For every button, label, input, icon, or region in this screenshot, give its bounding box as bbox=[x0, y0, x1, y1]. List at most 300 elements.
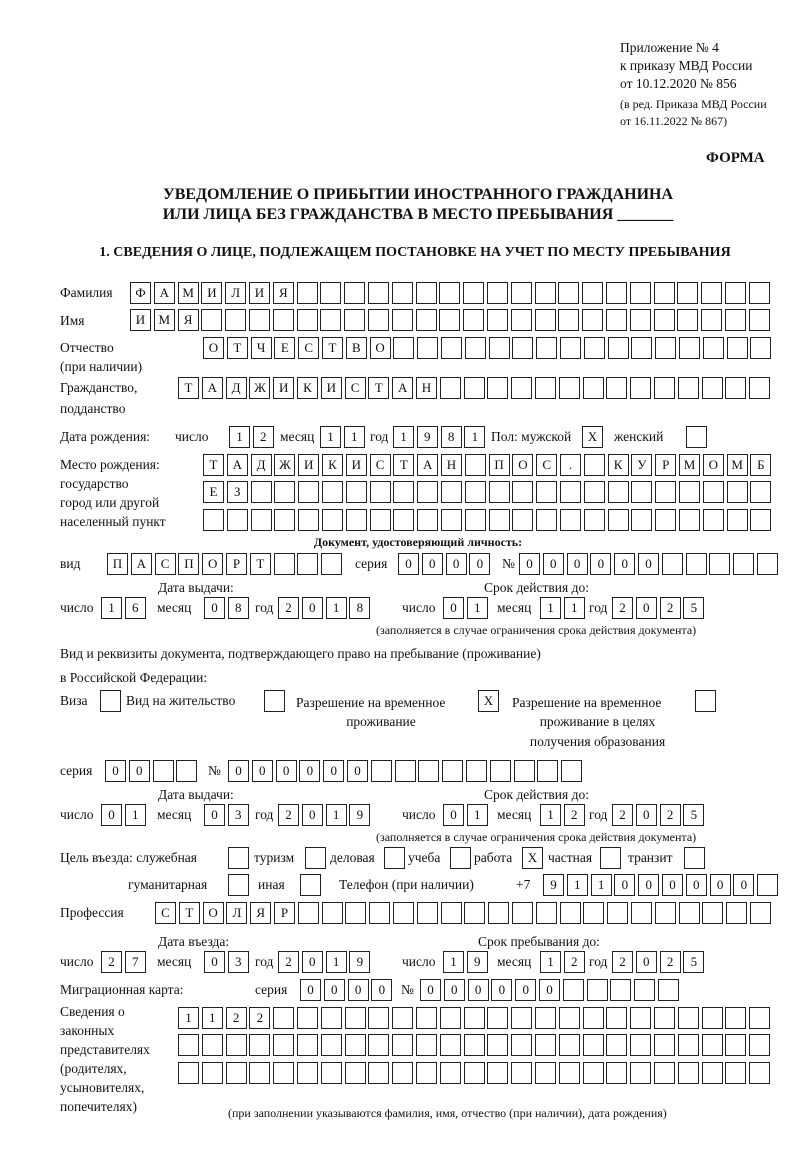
cell[interactable] bbox=[703, 481, 724, 503]
cell[interactable] bbox=[630, 1007, 651, 1029]
cell[interactable] bbox=[441, 337, 462, 359]
cell[interactable]: 1 bbox=[202, 1007, 223, 1029]
cell[interactable] bbox=[750, 337, 771, 359]
cell[interactable] bbox=[559, 1007, 580, 1029]
cell[interactable]: 1 bbox=[320, 426, 341, 448]
cell[interactable]: 9 bbox=[349, 951, 370, 973]
cell[interactable] bbox=[464, 902, 485, 924]
cell[interactable]: С bbox=[370, 454, 391, 476]
cell[interactable]: 7 bbox=[125, 951, 146, 973]
cell[interactable]: 2 bbox=[101, 951, 122, 973]
cell[interactable]: 0 bbox=[614, 553, 635, 575]
cell[interactable]: Б bbox=[750, 454, 771, 476]
cell[interactable]: А bbox=[227, 454, 248, 476]
cell[interactable]: 1 bbox=[464, 426, 485, 448]
cell[interactable]: 0 bbox=[302, 597, 323, 619]
cell[interactable] bbox=[631, 902, 652, 924]
cell[interactable] bbox=[368, 282, 389, 304]
cell[interactable]: К bbox=[608, 454, 629, 476]
cell[interactable]: 3 bbox=[228, 951, 249, 973]
cell[interactable] bbox=[249, 1062, 270, 1084]
cell[interactable]: 9 bbox=[467, 951, 488, 973]
cell[interactable] bbox=[701, 282, 722, 304]
cell[interactable] bbox=[321, 1034, 342, 1056]
cell[interactable] bbox=[583, 1034, 604, 1056]
cell[interactable]: 0 bbox=[614, 874, 635, 896]
cell[interactable] bbox=[344, 309, 365, 331]
cell[interactable]: 3 bbox=[228, 804, 249, 826]
cell[interactable] bbox=[725, 1034, 746, 1056]
cell[interactable]: 1 bbox=[540, 597, 561, 619]
cell[interactable] bbox=[487, 1007, 508, 1029]
cell[interactable] bbox=[655, 337, 676, 359]
cell[interactable]: А bbox=[202, 377, 223, 399]
cell[interactable]: 0 bbox=[204, 804, 225, 826]
cell[interactable] bbox=[463, 282, 484, 304]
cell[interactable]: С bbox=[536, 454, 557, 476]
cell[interactable] bbox=[584, 454, 605, 476]
cell[interactable]: С bbox=[345, 377, 366, 399]
cell[interactable]: 1 bbox=[101, 597, 122, 619]
cell[interactable] bbox=[370, 509, 391, 531]
cell[interactable] bbox=[560, 337, 581, 359]
cell[interactable] bbox=[465, 509, 486, 531]
cell[interactable]: 0 bbox=[519, 553, 540, 575]
cell[interactable] bbox=[417, 337, 438, 359]
cell[interactable] bbox=[201, 309, 222, 331]
cell[interactable] bbox=[514, 760, 535, 782]
cell[interactable] bbox=[559, 377, 580, 399]
cell[interactable] bbox=[322, 481, 343, 503]
cell[interactable]: Я bbox=[273, 282, 294, 304]
cell[interactable]: X bbox=[522, 847, 543, 869]
cell[interactable]: Я bbox=[178, 309, 199, 331]
cell[interactable] bbox=[300, 874, 321, 896]
cell[interactable]: 2 bbox=[278, 597, 299, 619]
cell[interactable]: П bbox=[107, 553, 128, 575]
cell[interactable] bbox=[536, 337, 557, 359]
cell[interactable]: А bbox=[417, 454, 438, 476]
cell[interactable] bbox=[701, 309, 722, 331]
cell[interactable] bbox=[535, 282, 556, 304]
cell[interactable] bbox=[511, 282, 532, 304]
cell[interactable] bbox=[631, 481, 652, 503]
cell[interactable]: X bbox=[582, 426, 603, 448]
cell[interactable] bbox=[606, 377, 627, 399]
cell[interactable] bbox=[662, 553, 683, 575]
cell[interactable]: Н bbox=[441, 454, 462, 476]
cell[interactable] bbox=[750, 509, 771, 531]
cell[interactable] bbox=[658, 979, 679, 1001]
cell[interactable] bbox=[488, 902, 509, 924]
cell[interactable] bbox=[178, 1062, 199, 1084]
cell[interactable] bbox=[655, 902, 676, 924]
cell[interactable] bbox=[559, 1034, 580, 1056]
cell[interactable] bbox=[631, 509, 652, 531]
cell[interactable]: Я bbox=[250, 902, 271, 924]
cell[interactable] bbox=[440, 1062, 461, 1084]
cell[interactable]: И bbox=[298, 454, 319, 476]
cell[interactable] bbox=[630, 1034, 651, 1056]
cell[interactable] bbox=[370, 481, 391, 503]
cell[interactable]: С bbox=[298, 337, 319, 359]
cell[interactable]: М bbox=[727, 454, 748, 476]
cell[interactable] bbox=[535, 377, 556, 399]
cell[interactable] bbox=[465, 454, 486, 476]
cell[interactable] bbox=[679, 902, 700, 924]
cell[interactable] bbox=[608, 509, 629, 531]
cell[interactable] bbox=[264, 690, 285, 712]
cell[interactable]: . bbox=[560, 454, 581, 476]
cell[interactable] bbox=[654, 1062, 675, 1084]
cell[interactable]: 1 bbox=[125, 804, 146, 826]
cell[interactable]: 9 bbox=[349, 804, 370, 826]
cell[interactable] bbox=[490, 760, 511, 782]
cell[interactable]: И bbox=[249, 282, 270, 304]
cell[interactable]: Л bbox=[225, 282, 246, 304]
cell[interactable] bbox=[606, 1062, 627, 1084]
cell[interactable] bbox=[487, 1034, 508, 1056]
cell[interactable] bbox=[727, 481, 748, 503]
cell[interactable] bbox=[749, 1034, 770, 1056]
cell[interactable] bbox=[727, 337, 748, 359]
cell[interactable] bbox=[203, 509, 224, 531]
cell[interactable]: О bbox=[370, 337, 391, 359]
cell[interactable] bbox=[630, 309, 651, 331]
cell[interactable] bbox=[487, 1062, 508, 1084]
cell[interactable] bbox=[416, 1007, 437, 1029]
cell[interactable] bbox=[654, 309, 675, 331]
cell[interactable] bbox=[535, 1007, 556, 1029]
cell[interactable] bbox=[392, 1007, 413, 1029]
cell[interactable]: 0 bbox=[638, 553, 659, 575]
cell[interactable]: 0 bbox=[324, 979, 345, 1001]
cell[interactable]: Р bbox=[655, 454, 676, 476]
cell[interactable]: 1 bbox=[567, 874, 588, 896]
cell[interactable] bbox=[654, 377, 675, 399]
cell[interactable]: 0 bbox=[662, 874, 683, 896]
cell[interactable]: 2 bbox=[253, 426, 274, 448]
cell[interactable] bbox=[298, 481, 319, 503]
cell[interactable] bbox=[583, 377, 604, 399]
cell[interactable]: Ж bbox=[274, 454, 295, 476]
cell[interactable] bbox=[511, 377, 532, 399]
cell[interactable]: 1 bbox=[591, 874, 612, 896]
cell[interactable] bbox=[297, 309, 318, 331]
cell[interactable] bbox=[384, 847, 405, 869]
cell[interactable]: 0 bbox=[636, 804, 657, 826]
cell[interactable]: У bbox=[631, 454, 652, 476]
cell[interactable] bbox=[322, 509, 343, 531]
cell[interactable] bbox=[610, 979, 631, 1001]
cell[interactable] bbox=[321, 1007, 342, 1029]
cell[interactable] bbox=[320, 309, 341, 331]
cell[interactable] bbox=[654, 282, 675, 304]
cell[interactable]: 0 bbox=[299, 760, 320, 782]
cell[interactable] bbox=[439, 309, 460, 331]
cell[interactable] bbox=[655, 481, 676, 503]
cell[interactable]: 1 bbox=[443, 951, 464, 973]
cell[interactable] bbox=[450, 847, 471, 869]
cell[interactable] bbox=[393, 481, 414, 503]
cell[interactable]: 0 bbox=[347, 760, 368, 782]
cell[interactable] bbox=[725, 309, 746, 331]
cell[interactable] bbox=[392, 282, 413, 304]
cell[interactable] bbox=[100, 690, 121, 712]
cell[interactable] bbox=[512, 481, 533, 503]
cell[interactable]: Д bbox=[251, 454, 272, 476]
cell[interactable] bbox=[679, 337, 700, 359]
cell[interactable] bbox=[321, 1062, 342, 1084]
cell[interactable] bbox=[346, 509, 367, 531]
cell[interactable]: 1 bbox=[326, 804, 347, 826]
cell[interactable]: 1 bbox=[393, 426, 414, 448]
cell[interactable]: 5 bbox=[683, 597, 704, 619]
cell[interactable]: 2 bbox=[612, 804, 633, 826]
cell[interactable] bbox=[440, 1007, 461, 1029]
cell[interactable] bbox=[606, 1034, 627, 1056]
cell[interactable] bbox=[153, 760, 174, 782]
cell[interactable] bbox=[202, 1034, 223, 1056]
cell[interactable] bbox=[274, 553, 295, 575]
cell[interactable]: Т bbox=[250, 553, 271, 575]
cell[interactable]: З bbox=[227, 481, 248, 503]
cell[interactable]: 2 bbox=[660, 951, 681, 973]
cell[interactable]: 2 bbox=[660, 804, 681, 826]
cell[interactable] bbox=[487, 282, 508, 304]
cell[interactable]: 0 bbox=[515, 979, 536, 1001]
cell[interactable]: С bbox=[155, 553, 176, 575]
cell[interactable]: Ж bbox=[249, 377, 270, 399]
cell[interactable] bbox=[464, 377, 485, 399]
cell[interactable]: 5 bbox=[683, 951, 704, 973]
cell[interactable] bbox=[677, 309, 698, 331]
cell[interactable] bbox=[655, 509, 676, 531]
cell[interactable]: 0 bbox=[420, 979, 441, 1001]
cell[interactable]: 2 bbox=[564, 804, 585, 826]
cell[interactable] bbox=[725, 377, 746, 399]
cell[interactable] bbox=[600, 847, 621, 869]
cell[interactable]: 2 bbox=[660, 597, 681, 619]
cell[interactable] bbox=[686, 553, 707, 575]
cell[interactable] bbox=[512, 337, 533, 359]
cell[interactable]: 0 bbox=[323, 760, 344, 782]
cell[interactable]: 0 bbox=[443, 804, 464, 826]
cell[interactable]: 0 bbox=[101, 804, 122, 826]
cell[interactable]: Ч bbox=[251, 337, 272, 359]
cell[interactable] bbox=[703, 509, 724, 531]
cell[interactable] bbox=[297, 282, 318, 304]
cell[interactable] bbox=[487, 377, 508, 399]
cell[interactable]: 5 bbox=[683, 804, 704, 826]
cell[interactable] bbox=[228, 847, 249, 869]
cell[interactable]: Р bbox=[274, 902, 295, 924]
cell[interactable] bbox=[345, 1007, 366, 1029]
cell[interactable]: 0 bbox=[567, 553, 588, 575]
cell[interactable]: А bbox=[154, 282, 175, 304]
cell[interactable] bbox=[345, 902, 366, 924]
cell[interactable] bbox=[511, 1062, 532, 1084]
cell[interactable] bbox=[202, 1062, 223, 1084]
cell[interactable] bbox=[441, 509, 462, 531]
cell[interactable] bbox=[227, 509, 248, 531]
cell[interactable] bbox=[703, 337, 724, 359]
cell[interactable]: 2 bbox=[612, 951, 633, 973]
cell[interactable] bbox=[416, 1034, 437, 1056]
cell[interactable]: О bbox=[203, 902, 224, 924]
cell[interactable]: 1 bbox=[344, 426, 365, 448]
cell[interactable]: Т bbox=[179, 902, 200, 924]
cell[interactable]: 6 bbox=[125, 597, 146, 619]
cell[interactable] bbox=[249, 309, 270, 331]
cell[interactable]: Т bbox=[322, 337, 343, 359]
cell[interactable]: 0 bbox=[105, 760, 126, 782]
cell[interactable] bbox=[583, 902, 604, 924]
cell[interactable] bbox=[489, 337, 510, 359]
cell[interactable] bbox=[558, 282, 579, 304]
cell[interactable] bbox=[440, 1034, 461, 1056]
cell[interactable] bbox=[584, 509, 605, 531]
cell[interactable]: 0 bbox=[398, 553, 419, 575]
cell[interactable] bbox=[251, 481, 272, 503]
cell[interactable] bbox=[463, 309, 484, 331]
cell[interactable]: И bbox=[273, 377, 294, 399]
cell[interactable] bbox=[584, 481, 605, 503]
cell[interactable] bbox=[726, 902, 747, 924]
cell[interactable]: 1 bbox=[326, 597, 347, 619]
cell[interactable] bbox=[321, 553, 342, 575]
cell[interactable] bbox=[345, 1062, 366, 1084]
cell[interactable]: 2 bbox=[564, 951, 585, 973]
cell[interactable] bbox=[368, 1062, 389, 1084]
cell[interactable]: 0 bbox=[302, 951, 323, 973]
cell[interactable]: Т bbox=[368, 377, 389, 399]
cell[interactable] bbox=[487, 309, 508, 331]
cell[interactable] bbox=[750, 481, 771, 503]
cell[interactable] bbox=[749, 282, 770, 304]
cell[interactable] bbox=[608, 337, 629, 359]
cell[interactable]: 0 bbox=[543, 553, 564, 575]
cell[interactable] bbox=[511, 1007, 532, 1029]
cell[interactable] bbox=[583, 1062, 604, 1084]
cell[interactable] bbox=[392, 1062, 413, 1084]
cell[interactable] bbox=[320, 282, 341, 304]
cell[interactable] bbox=[392, 1034, 413, 1056]
cell[interactable] bbox=[563, 979, 584, 1001]
cell[interactable] bbox=[560, 481, 581, 503]
cell[interactable]: И bbox=[346, 454, 367, 476]
cell[interactable] bbox=[702, 1007, 723, 1029]
cell[interactable]: М bbox=[178, 282, 199, 304]
cell[interactable] bbox=[727, 509, 748, 531]
cell[interactable] bbox=[749, 1062, 770, 1084]
cell[interactable] bbox=[725, 282, 746, 304]
cell[interactable]: 2 bbox=[612, 597, 633, 619]
cell[interactable]: Т bbox=[178, 377, 199, 399]
cell[interactable]: Ф bbox=[130, 282, 151, 304]
cell[interactable]: 0 bbox=[444, 979, 465, 1001]
cell[interactable] bbox=[709, 553, 730, 575]
cell[interactable] bbox=[678, 1007, 699, 1029]
cell[interactable]: 0 bbox=[348, 979, 369, 1001]
cell[interactable]: 1 bbox=[467, 597, 488, 619]
cell[interactable] bbox=[630, 377, 651, 399]
cell[interactable]: 1 bbox=[467, 804, 488, 826]
cell[interactable] bbox=[608, 481, 629, 503]
cell[interactable] bbox=[512, 509, 533, 531]
cell[interactable] bbox=[176, 760, 197, 782]
cell[interactable] bbox=[725, 1007, 746, 1029]
cell[interactable] bbox=[489, 481, 510, 503]
cell[interactable] bbox=[369, 902, 390, 924]
cell[interactable] bbox=[465, 337, 486, 359]
cell[interactable]: А bbox=[131, 553, 152, 575]
cell[interactable] bbox=[536, 509, 557, 531]
cell[interactable]: 0 bbox=[129, 760, 150, 782]
cell[interactable]: 0 bbox=[469, 553, 490, 575]
cell[interactable] bbox=[725, 1062, 746, 1084]
cell[interactable]: 2 bbox=[278, 951, 299, 973]
cell[interactable]: О bbox=[512, 454, 533, 476]
cell[interactable]: 0 bbox=[733, 874, 754, 896]
cell[interactable] bbox=[416, 1062, 437, 1084]
cell[interactable] bbox=[417, 509, 438, 531]
cell[interactable] bbox=[464, 1007, 485, 1029]
cell[interactable]: 0 bbox=[422, 553, 443, 575]
cell[interactable]: О bbox=[202, 553, 223, 575]
cell[interactable] bbox=[226, 1062, 247, 1084]
cell[interactable] bbox=[559, 1062, 580, 1084]
cell[interactable] bbox=[442, 760, 463, 782]
cell[interactable] bbox=[634, 979, 655, 1001]
cell[interactable] bbox=[702, 1062, 723, 1084]
cell[interactable] bbox=[511, 1034, 532, 1056]
cell[interactable]: 0 bbox=[491, 979, 512, 1001]
cell[interactable] bbox=[537, 760, 558, 782]
cell[interactable] bbox=[679, 509, 700, 531]
cell[interactable] bbox=[345, 1034, 366, 1056]
cell[interactable]: И bbox=[321, 377, 342, 399]
cell[interactable] bbox=[322, 902, 343, 924]
cell[interactable]: 0 bbox=[443, 597, 464, 619]
cell[interactable] bbox=[465, 481, 486, 503]
cell[interactable] bbox=[678, 1062, 699, 1084]
cell[interactable] bbox=[749, 377, 770, 399]
cell[interactable] bbox=[274, 509, 295, 531]
cell[interactable] bbox=[417, 902, 438, 924]
cell[interactable] bbox=[560, 902, 581, 924]
cell[interactable]: Н bbox=[416, 377, 437, 399]
cell[interactable] bbox=[702, 1034, 723, 1056]
cell[interactable] bbox=[417, 481, 438, 503]
cell[interactable]: П bbox=[178, 553, 199, 575]
cell[interactable] bbox=[393, 337, 414, 359]
cell[interactable] bbox=[558, 309, 579, 331]
cell[interactable] bbox=[654, 1034, 675, 1056]
cell[interactable]: К bbox=[322, 454, 343, 476]
cell[interactable]: П bbox=[489, 454, 510, 476]
cell[interactable] bbox=[392, 309, 413, 331]
cell[interactable]: С bbox=[155, 902, 176, 924]
cell[interactable]: И bbox=[130, 309, 151, 331]
cell[interactable] bbox=[251, 509, 272, 531]
cell[interactable] bbox=[560, 509, 581, 531]
cell[interactable] bbox=[225, 309, 246, 331]
cell[interactable] bbox=[297, 1007, 318, 1029]
cell[interactable] bbox=[368, 309, 389, 331]
cell[interactable]: М bbox=[154, 309, 175, 331]
cell[interactable] bbox=[368, 1034, 389, 1056]
